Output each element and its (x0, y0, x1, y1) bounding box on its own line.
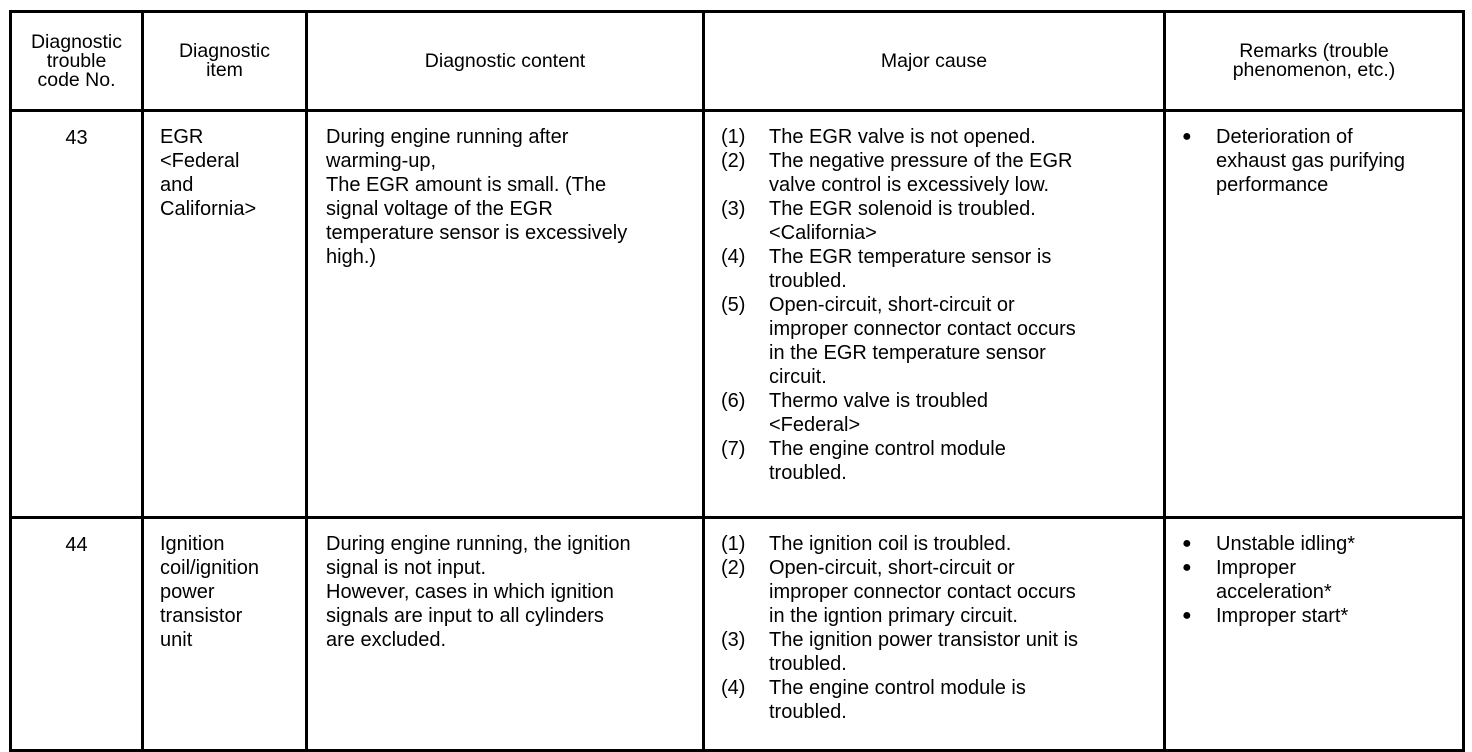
remark-item (1180, 556, 1454, 604)
remark-line: Improper (1216, 557, 1297, 579)
remark-line: Unstable idling* (1216, 533, 1355, 555)
cause-number: (4) (721, 677, 746, 699)
bullet-icon: ● (1182, 559, 1192, 576)
header-content-label: Diagnostic content (424, 49, 586, 72)
content-line: are excluded. (326, 629, 447, 651)
item-line: EGR (160, 126, 204, 148)
cause-text (769, 437, 1153, 485)
content-line: During engine running, the ignition (326, 533, 631, 555)
header-remarks-line: Remarks (trouble (1239, 40, 1389, 62)
cause-line: Thermo valve is troubled (769, 390, 988, 412)
cause-number: (2) (721, 150, 746, 172)
diagnostic-table (9, 10, 1465, 752)
cause-line: in the EGR temperature sensor (769, 342, 1046, 364)
item-line: Ignition (160, 533, 225, 555)
cause-line: improper connector contact occurs (769, 318, 1076, 340)
cause-item (721, 437, 1153, 485)
cause-text (769, 293, 1153, 389)
header-code-line: trouble (46, 49, 107, 72)
cause-text (769, 197, 1153, 245)
cause-text (769, 532, 1153, 556)
cause-line: troubled. (769, 653, 847, 675)
item-line: California> (160, 198, 257, 220)
cause-item (721, 125, 1153, 149)
item-line: unit (160, 629, 193, 651)
table-row (11, 518, 1464, 751)
content-cell (307, 111, 704, 518)
cause-text (769, 628, 1153, 676)
header-item-line: item (206, 59, 243, 81)
cause-number: (3) (721, 198, 746, 220)
content-line: temperature sensor is excessively (326, 222, 628, 244)
remark-item (1180, 604, 1454, 628)
header-item (143, 12, 307, 111)
header-item-line: Diagnostic (178, 40, 271, 62)
trouble-code: 43 (65, 127, 88, 149)
content-line: signal is not input. (326, 557, 487, 579)
cause-item (721, 532, 1153, 556)
cause-item (721, 293, 1153, 389)
cause-line: The EGR temperature sensor is (769, 246, 1052, 268)
cause-item (721, 389, 1153, 437)
cause-number: (4) (721, 246, 746, 268)
cause-number: (7) (721, 438, 746, 460)
cause-number: (1) (721, 126, 746, 148)
cause-line: improper connector contact occurs (769, 581, 1076, 603)
remarks-cell (1165, 111, 1464, 518)
header-remarks-line: phenomenon, etc.) (1232, 59, 1396, 81)
header-row (11, 12, 1464, 111)
bullet-icon: ● (1182, 128, 1192, 145)
cause-item (721, 197, 1153, 245)
header-cause-label: Major cause (880, 49, 988, 72)
remark-line: acceleration* (1216, 581, 1332, 603)
header-code-line: Diagnostic (30, 30, 123, 53)
cause-item (721, 628, 1153, 676)
cause-line: <California> (769, 222, 877, 244)
content-line: The EGR amount is small. (The (326, 174, 607, 196)
header-code-line: code No. (37, 68, 116, 91)
cause-item (721, 556, 1153, 628)
content-cell (307, 518, 704, 751)
remark-line: Deterioration of (1216, 126, 1353, 148)
code-cell (11, 111, 143, 518)
bullet-icon: ● (1182, 535, 1192, 552)
cause-number: (6) (721, 390, 746, 412)
item-cell (143, 111, 307, 518)
remark-line: exhaust gas purifying (1216, 150, 1406, 172)
item-cell (143, 518, 307, 751)
cause-line: troubled. (769, 462, 847, 484)
cause-line: The ignition power transistor unit is (769, 629, 1079, 651)
item-line: and (160, 174, 194, 196)
header-code (11, 12, 143, 111)
cause-line: Open-circuit, short-circuit or (769, 557, 1015, 579)
cause-line: Open-circuit, short-circuit or (769, 294, 1015, 316)
remark-item (1180, 125, 1454, 197)
cause-item (721, 676, 1153, 724)
cause-line: troubled. (769, 270, 847, 292)
table-row (11, 111, 1464, 518)
cause-line: The EGR valve is not opened. (769, 126, 1036, 148)
header-content (307, 12, 704, 111)
cause-text (769, 676, 1153, 724)
trouble-code: 44 (65, 534, 88, 556)
remark-text (1216, 125, 1454, 197)
cause-line: valve control is excessively low. (769, 174, 1050, 196)
remark-text (1216, 604, 1454, 628)
content-line: However, cases in which ignition (326, 581, 614, 603)
code-cell (11, 518, 143, 751)
remark-text (1216, 556, 1454, 604)
cause-line: The ignition coil is troubled. (769, 533, 1012, 555)
remark-item (1180, 532, 1454, 556)
content-line: signals are input to all cylinders (326, 605, 604, 627)
cause-line: <Federal> (769, 414, 861, 436)
cause-number: (2) (721, 557, 746, 579)
cause-number: (3) (721, 629, 746, 651)
content-line: high.) (326, 246, 377, 268)
remark-line: Improper start* (1216, 605, 1349, 627)
cause-text (769, 245, 1153, 293)
cause-cell (704, 518, 1165, 751)
cause-line: troubled. (769, 701, 847, 723)
content-line: warming-up, (326, 150, 437, 172)
cause-text (769, 389, 1153, 437)
cause-line: The negative pressure of the EGR (769, 150, 1073, 172)
cause-cell (704, 111, 1165, 518)
item-line: <Federal (160, 150, 240, 172)
cause-line: The EGR solenoid is troubled. (769, 198, 1036, 220)
item-line: transistor (160, 605, 243, 627)
item-line: coil/ignition (160, 557, 259, 579)
cause-line: The engine control module (769, 438, 1006, 460)
cause-text (769, 149, 1153, 197)
cause-number: (1) (721, 533, 746, 555)
remark-text (1216, 532, 1454, 556)
cause-number: (5) (721, 294, 746, 316)
cause-text (769, 556, 1153, 628)
cause-line: circuit. (769, 366, 827, 388)
cause-item (721, 245, 1153, 293)
item-line: power (160, 581, 215, 603)
cause-text (769, 125, 1153, 149)
content-line: signal voltage of the EGR (326, 198, 553, 220)
diagnostic-table-sheet (9, 10, 1462, 734)
remarks-cell (1165, 518, 1464, 751)
cause-item (721, 149, 1153, 197)
header-remarks (1165, 12, 1464, 111)
cause-line: The engine control module is (769, 677, 1026, 699)
content-line: During engine running after (326, 126, 569, 148)
remark-line: performance (1216, 174, 1329, 196)
bullet-icon: ● (1182, 607, 1192, 624)
cause-line: in the igntion primary circuit. (769, 605, 1018, 627)
header-cause (704, 12, 1165, 111)
